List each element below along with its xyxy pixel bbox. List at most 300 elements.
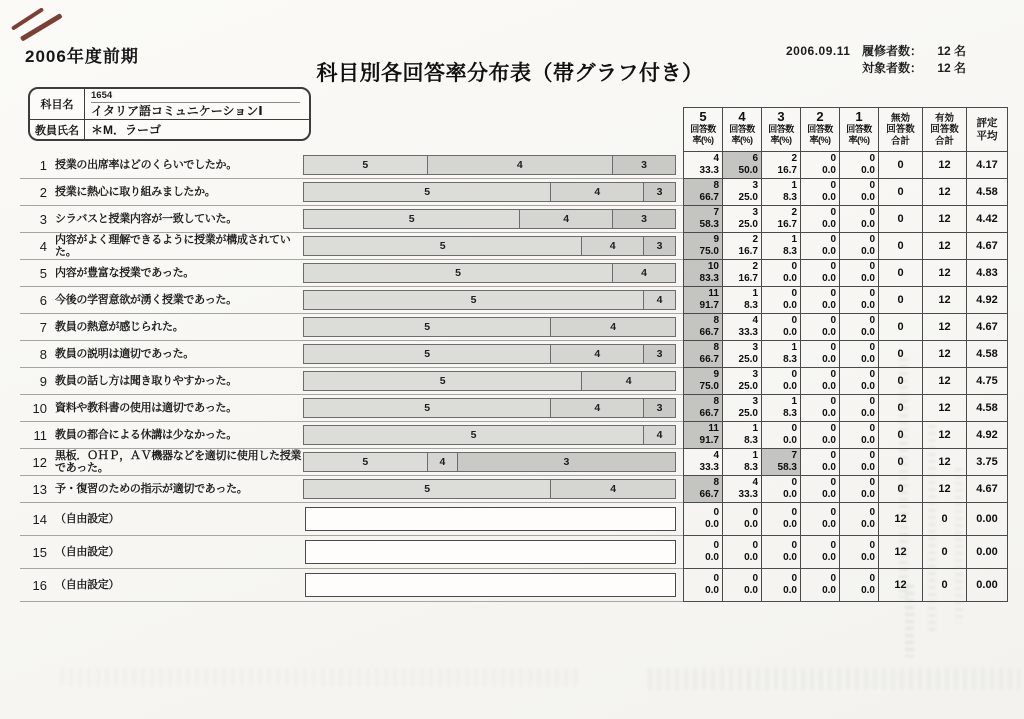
response-count: 4 — [752, 477, 758, 488]
response-rate: 0.0 — [822, 273, 836, 284]
bar-cell — [303, 341, 683, 368]
header-line: 合計 — [934, 135, 954, 147]
response-count: 0 — [791, 540, 797, 551]
response-count: 1 — [791, 234, 797, 245]
bar-segment: 4 — [551, 480, 675, 498]
response-rate: 25.0 — [738, 381, 758, 392]
count-rate-cell — [722, 314, 761, 341]
response-count: 0 — [869, 396, 875, 407]
response-count: 0 — [791, 477, 797, 488]
count-rate-cell — [800, 341, 839, 368]
count-rate-cell — [839, 503, 878, 536]
response-rate: 0.0 — [822, 300, 836, 311]
question-row — [20, 569, 1008, 602]
valid-total-cell: 12 — [922, 314, 966, 341]
response-rate: 58.3 — [699, 219, 719, 230]
question-row — [20, 449, 1008, 476]
bar-segment: 5 — [304, 156, 428, 174]
bar-cell — [303, 503, 683, 536]
rating-sub-label: 回答数 — [690, 124, 716, 134]
response-count: 7 — [713, 207, 719, 218]
response-count: 0 — [791, 507, 797, 518]
count-rate-cell — [722, 179, 761, 206]
response-count: 1 — [752, 450, 758, 461]
response-rate: 0.0 — [744, 585, 758, 596]
response-rate: 8.3 — [744, 462, 758, 473]
invalid-total-cell: 0 — [878, 260, 922, 287]
question-text: 資料や教科書の使用は適切であった。 — [55, 402, 237, 414]
question-number: 7 — [39, 319, 47, 335]
response-count: 0 — [869, 540, 875, 551]
page-title: 科目別各回答率分布表（帯グラフ付き） — [316, 62, 704, 85]
question-row — [20, 395, 1008, 422]
response-band-graph — [303, 425, 676, 445]
response-count: 0 — [791, 288, 797, 299]
average-cell: 0.00 — [966, 536, 1008, 569]
count-rate-cell — [761, 395, 800, 422]
response-rate: 0.0 — [822, 519, 836, 530]
response-rate: 0.0 — [861, 408, 875, 419]
question-cell — [20, 179, 303, 206]
question-number: 10 — [32, 400, 47, 416]
question-cell — [20, 422, 303, 449]
response-count: 0 — [869, 153, 875, 164]
response-rate: 50.0 — [738, 165, 758, 176]
bar-segment: 5 — [304, 291, 644, 309]
response-rate: 0.0 — [861, 552, 875, 563]
response-rate: 0.0 — [822, 246, 836, 257]
count-rate-cell — [683, 287, 722, 314]
valid-total-header — [922, 107, 966, 152]
bar-segment: 3 — [644, 237, 675, 255]
count-rate-cell — [800, 287, 839, 314]
count-rate-cell — [722, 260, 761, 287]
response-count: 9 — [713, 234, 719, 245]
response-count: 0 — [830, 477, 836, 488]
target-value: 12 名 — [937, 61, 966, 75]
response-rate: 0.0 — [822, 489, 836, 500]
invalid-total-cell: 0 — [878, 476, 922, 503]
question-number: 9 — [39, 373, 47, 389]
response-rate: 0.0 — [861, 489, 875, 500]
average-cell: 4.58 — [966, 341, 1008, 368]
response-rate: 8.3 — [783, 192, 797, 203]
invalid-total-cell: 0 — [878, 341, 922, 368]
question-row — [20, 233, 1008, 260]
response-rate: 25.0 — [738, 408, 758, 419]
bar-cell — [303, 368, 683, 395]
rating-header-cell — [761, 107, 800, 152]
response-rate: 66.7 — [699, 327, 719, 338]
rating-header-cell — [839, 107, 878, 152]
teacher-label: 教員氏名 — [30, 120, 85, 139]
response-rate: 0.0 — [861, 327, 875, 338]
average-cell: 4.92 — [966, 422, 1008, 449]
response-rate: 25.0 — [738, 192, 758, 203]
question-row — [20, 314, 1008, 341]
bar-segment: 5 — [304, 318, 551, 336]
question-row — [20, 179, 1008, 206]
rating-sub-label: 率(%) — [692, 135, 714, 145]
question-row — [20, 368, 1008, 395]
question-text: 教員の熱意が感じられた。 — [55, 321, 184, 333]
count-rate-cell — [683, 476, 722, 503]
invalid-total-cell: 0 — [878, 449, 922, 476]
question-cell — [20, 341, 303, 368]
count-rate-cell — [839, 152, 878, 179]
header-line: 回答数 — [886, 124, 915, 136]
count-rate-cell — [683, 152, 722, 179]
count-rate-cell — [722, 395, 761, 422]
response-rate: 83.3 — [699, 273, 719, 284]
bar-segment: 5 — [304, 210, 520, 228]
response-band-graph — [303, 479, 676, 499]
response-rate: 0.0 — [822, 192, 836, 203]
empty-bar-box — [305, 540, 676, 564]
response-count: 0 — [791, 423, 797, 434]
bar-segment: 3 — [644, 345, 675, 363]
count-rate-cell — [800, 503, 839, 536]
valid-total-cell: 12 — [922, 179, 966, 206]
bar-segment: 3 — [613, 210, 675, 228]
response-count: 0 — [830, 342, 836, 353]
valid-total-cell: 12 — [922, 233, 966, 260]
count-rate-cell — [800, 476, 839, 503]
subject-code: 1654 — [91, 89, 300, 103]
response-count: 1 — [752, 288, 758, 299]
question-row — [20, 260, 1008, 287]
response-count: 0 — [869, 180, 875, 191]
response-band-graph — [303, 236, 676, 256]
rating-sub-label: 率(%) — [731, 135, 753, 145]
rating-sub-label: 率(%) — [770, 135, 792, 145]
response-band-graph — [303, 263, 676, 283]
response-band-graph — [303, 290, 676, 310]
response-count: 0 — [791, 573, 797, 584]
count-rate-cell — [722, 503, 761, 536]
response-rate: 91.7 — [699, 435, 719, 446]
average-cell: 4.75 — [966, 368, 1008, 395]
average-cell: 4.58 — [966, 395, 1008, 422]
count-rate-cell — [800, 569, 839, 602]
response-rate: 8.3 — [783, 354, 797, 365]
response-count: 0 — [791, 315, 797, 326]
bar-cell — [303, 476, 683, 503]
response-band-graph — [303, 209, 676, 229]
question-cell — [20, 395, 303, 422]
response-rate: 66.7 — [699, 192, 719, 203]
count-rate-cell — [683, 233, 722, 260]
count-rate-cell — [800, 233, 839, 260]
count-rate-cell — [683, 314, 722, 341]
bar-cell — [303, 449, 683, 476]
question-cell — [20, 314, 303, 341]
invalid-total-cell: 0 — [878, 233, 922, 260]
invalid-total-cell: 12 — [878, 503, 922, 536]
question-cell — [20, 449, 303, 476]
response-rate: 0.0 — [861, 219, 875, 230]
count-rate-cell — [761, 314, 800, 341]
response-count: 0 — [830, 450, 836, 461]
average-cell: 4.67 — [966, 233, 1008, 260]
count-rate-cell — [800, 368, 839, 395]
header-line: 有効 — [934, 112, 954, 124]
bar-cell — [303, 422, 683, 449]
count-rate-cell — [761, 179, 800, 206]
bar-segment: 4 — [551, 318, 675, 336]
response-rate: 33.3 — [699, 462, 719, 473]
bar-segment: 3 — [458, 453, 674, 471]
bar-segment: 4 — [428, 156, 614, 174]
response-rate: 0.0 — [783, 435, 797, 446]
response-rate: 66.7 — [699, 489, 719, 500]
bar-segment: 3 — [613, 156, 675, 174]
response-rate: 0.0 — [783, 552, 797, 563]
response-count: 4 — [713, 450, 719, 461]
response-rate: 8.3 — [783, 246, 797, 257]
header-line: 回答数 — [930, 124, 959, 136]
response-count: 0 — [713, 507, 719, 518]
rating-sub-label: 回答数 — [807, 124, 833, 134]
header-question-spacer — [20, 107, 303, 152]
response-rate: 0.0 — [783, 585, 797, 596]
response-count: 2 — [752, 234, 758, 245]
bar-segment: 5 — [304, 426, 644, 444]
response-count: 10 — [707, 261, 719, 272]
bar-segment: 4 — [428, 453, 459, 471]
response-rate: 0.0 — [822, 165, 836, 176]
count-rate-cell — [722, 152, 761, 179]
average-cell: 4.17 — [966, 152, 1008, 179]
count-rate-cell — [800, 314, 839, 341]
rating-header-cell — [722, 107, 761, 152]
response-band-graph — [303, 398, 676, 418]
average-header — [966, 107, 1008, 152]
response-count: 0 — [869, 507, 875, 518]
average-cell: 4.83 — [966, 260, 1008, 287]
empty-bar-box — [305, 573, 676, 597]
invalid-total-cell: 0 — [878, 287, 922, 314]
question-number: 6 — [39, 292, 47, 308]
bar-segment: 5 — [304, 399, 551, 417]
response-count: 0 — [869, 207, 875, 218]
average-cell: 0.00 — [966, 569, 1008, 602]
response-count: 0 — [869, 573, 875, 584]
bar-cell — [303, 395, 683, 422]
response-rate: 0.0 — [822, 354, 836, 365]
count-rate-cell — [683, 368, 722, 395]
ink-bleed-through — [648, 668, 1020, 690]
count-rate-cell — [683, 449, 722, 476]
response-count: 1 — [752, 423, 758, 434]
count-rate-cell — [839, 314, 878, 341]
response-count: 0 — [869, 450, 875, 461]
response-count: 0 — [869, 261, 875, 272]
bar-segment: 4 — [551, 399, 644, 417]
response-rate: 8.3 — [744, 435, 758, 446]
count-rate-cell — [683, 395, 722, 422]
response-count: 0 — [830, 423, 836, 434]
count-rate-cell — [722, 476, 761, 503]
response-count: 0 — [830, 261, 836, 272]
response-count: 2 — [791, 153, 797, 164]
response-rate: 33.3 — [738, 489, 758, 500]
count-rate-cell — [839, 287, 878, 314]
question-text: 内容が豊富な授業であった。 — [55, 267, 194, 279]
question-cell — [20, 152, 303, 179]
count-rate-cell — [722, 341, 761, 368]
response-rate: 0.0 — [783, 327, 797, 338]
bar-cell — [303, 314, 683, 341]
question-number: 3 — [39, 211, 47, 227]
valid-total-cell: 0 — [922, 536, 966, 569]
response-count: 0 — [830, 153, 836, 164]
ink-bleed-through — [60, 668, 580, 686]
bar-segment: 4 — [520, 210, 613, 228]
header-line: 無効 — [890, 112, 910, 124]
response-band-graph — [303, 317, 676, 337]
response-count: 0 — [830, 288, 836, 299]
response-rate: 16.7 — [777, 165, 797, 176]
question-text: 教員の話し方は聞き取りやすかった。 — [55, 375, 237, 387]
valid-total-cell: 12 — [922, 152, 966, 179]
bar-segment: 4 — [551, 183, 644, 201]
response-rate: 0.0 — [744, 519, 758, 530]
response-count: 0 — [869, 477, 875, 488]
count-rate-cell — [839, 536, 878, 569]
count-rate-cell — [761, 536, 800, 569]
response-rate: 75.0 — [699, 381, 719, 392]
question-text: 授業に熱心に取り組みましたか。 — [55, 186, 216, 198]
response-rate: 8.3 — [783, 408, 797, 419]
response-count: 0 — [830, 180, 836, 191]
average-cell: 3.75 — [966, 449, 1008, 476]
response-rate: 0.0 — [822, 219, 836, 230]
bar-segment: 5 — [304, 237, 582, 255]
invalid-total-cell: 0 — [878, 395, 922, 422]
invalid-total-cell: 0 — [878, 152, 922, 179]
count-rate-cell — [683, 206, 722, 233]
count-rate-cell — [722, 449, 761, 476]
header-line: 合計 — [890, 135, 910, 147]
response-rate: 0.0 — [861, 519, 875, 530]
response-rate: 0.0 — [861, 192, 875, 203]
response-rate: 75.0 — [699, 246, 719, 257]
count-rate-cell — [800, 536, 839, 569]
response-band-graph — [303, 452, 676, 472]
bar-segment: 4 — [644, 291, 675, 309]
question-text: 内容がよく理解できるように授業が構成されていた。 — [55, 234, 291, 258]
question-text: （自由設定） — [55, 546, 120, 558]
question-cell — [20, 368, 303, 395]
response-rate: 0.0 — [705, 519, 719, 530]
count-rate-cell — [839, 233, 878, 260]
response-rate: 0.0 — [783, 519, 797, 530]
response-count: 3 — [752, 369, 758, 380]
invalid-total-cell: 12 — [878, 536, 922, 569]
count-rate-cell — [683, 503, 722, 536]
survey-table — [20, 107, 1008, 602]
response-rate: 16.7 — [777, 219, 797, 230]
count-rate-cell — [839, 368, 878, 395]
response-band-graph — [303, 371, 676, 391]
question-text: 予・復習のための指示が適切であった。 — [55, 483, 248, 495]
response-rate: 0.0 — [822, 585, 836, 596]
question-cell — [20, 260, 303, 287]
count-rate-cell — [761, 341, 800, 368]
response-count: 4 — [713, 153, 719, 164]
valid-total-cell: 12 — [922, 449, 966, 476]
response-rate: 33.3 — [738, 327, 758, 338]
response-count: 0 — [869, 423, 875, 434]
question-cell — [20, 206, 303, 233]
question-number: 11 — [33, 427, 47, 443]
response-count: 0 — [830, 369, 836, 380]
question-row — [20, 206, 1008, 233]
question-row — [20, 152, 1008, 179]
count-rate-cell — [722, 422, 761, 449]
bar-cell — [303, 179, 683, 206]
response-count: 0 — [830, 573, 836, 584]
term-label: 2006年度前期 — [25, 47, 139, 66]
count-rate-cell — [839, 395, 878, 422]
valid-total-cell: 12 — [922, 368, 966, 395]
bar-cell — [303, 536, 683, 569]
response-rate: 0.0 — [822, 435, 836, 446]
question-cell — [20, 287, 303, 314]
count-rate-cell — [683, 179, 722, 206]
count-rate-cell — [722, 569, 761, 602]
question-row — [20, 422, 1008, 449]
rating-score-label: 4 — [738, 109, 746, 124]
question-number: 13 — [32, 481, 47, 497]
response-rate: 58.3 — [777, 462, 797, 473]
count-rate-cell — [761, 368, 800, 395]
response-band-graph — [303, 182, 676, 202]
average-cell: 4.67 — [966, 314, 1008, 341]
rating-sub-label: 率(%) — [809, 135, 831, 145]
response-band-graph — [303, 155, 676, 175]
response-count: 0 — [713, 573, 719, 584]
bar-cell — [303, 206, 683, 233]
response-rate: 33.3 — [699, 165, 719, 176]
response-rate: 66.7 — [699, 408, 719, 419]
bar-segment: 5 — [304, 345, 551, 363]
response-rate: 0.0 — [783, 300, 797, 311]
student-counts — [862, 43, 966, 77]
count-rate-cell — [761, 233, 800, 260]
response-count: 8 — [713, 477, 719, 488]
response-count: 1 — [791, 342, 797, 353]
question-row — [20, 503, 1008, 536]
response-rate: 0.0 — [783, 381, 797, 392]
question-row — [20, 536, 1008, 569]
response-count: 8 — [713, 315, 719, 326]
response-count: 8 — [713, 342, 719, 353]
count-rate-cell — [800, 152, 839, 179]
response-rate: 0.0 — [861, 462, 875, 473]
count-rate-cell — [839, 179, 878, 206]
count-rate-cell — [761, 152, 800, 179]
response-count: 2 — [791, 207, 797, 218]
response-count: 0 — [869, 288, 875, 299]
count-rate-cell — [761, 503, 800, 536]
invalid-total-cell: 0 — [878, 314, 922, 341]
invalid-total-cell: 0 — [878, 422, 922, 449]
count-rate-cell — [683, 569, 722, 602]
response-rate: 0.0 — [705, 585, 719, 596]
response-count: 0 — [791, 369, 797, 380]
